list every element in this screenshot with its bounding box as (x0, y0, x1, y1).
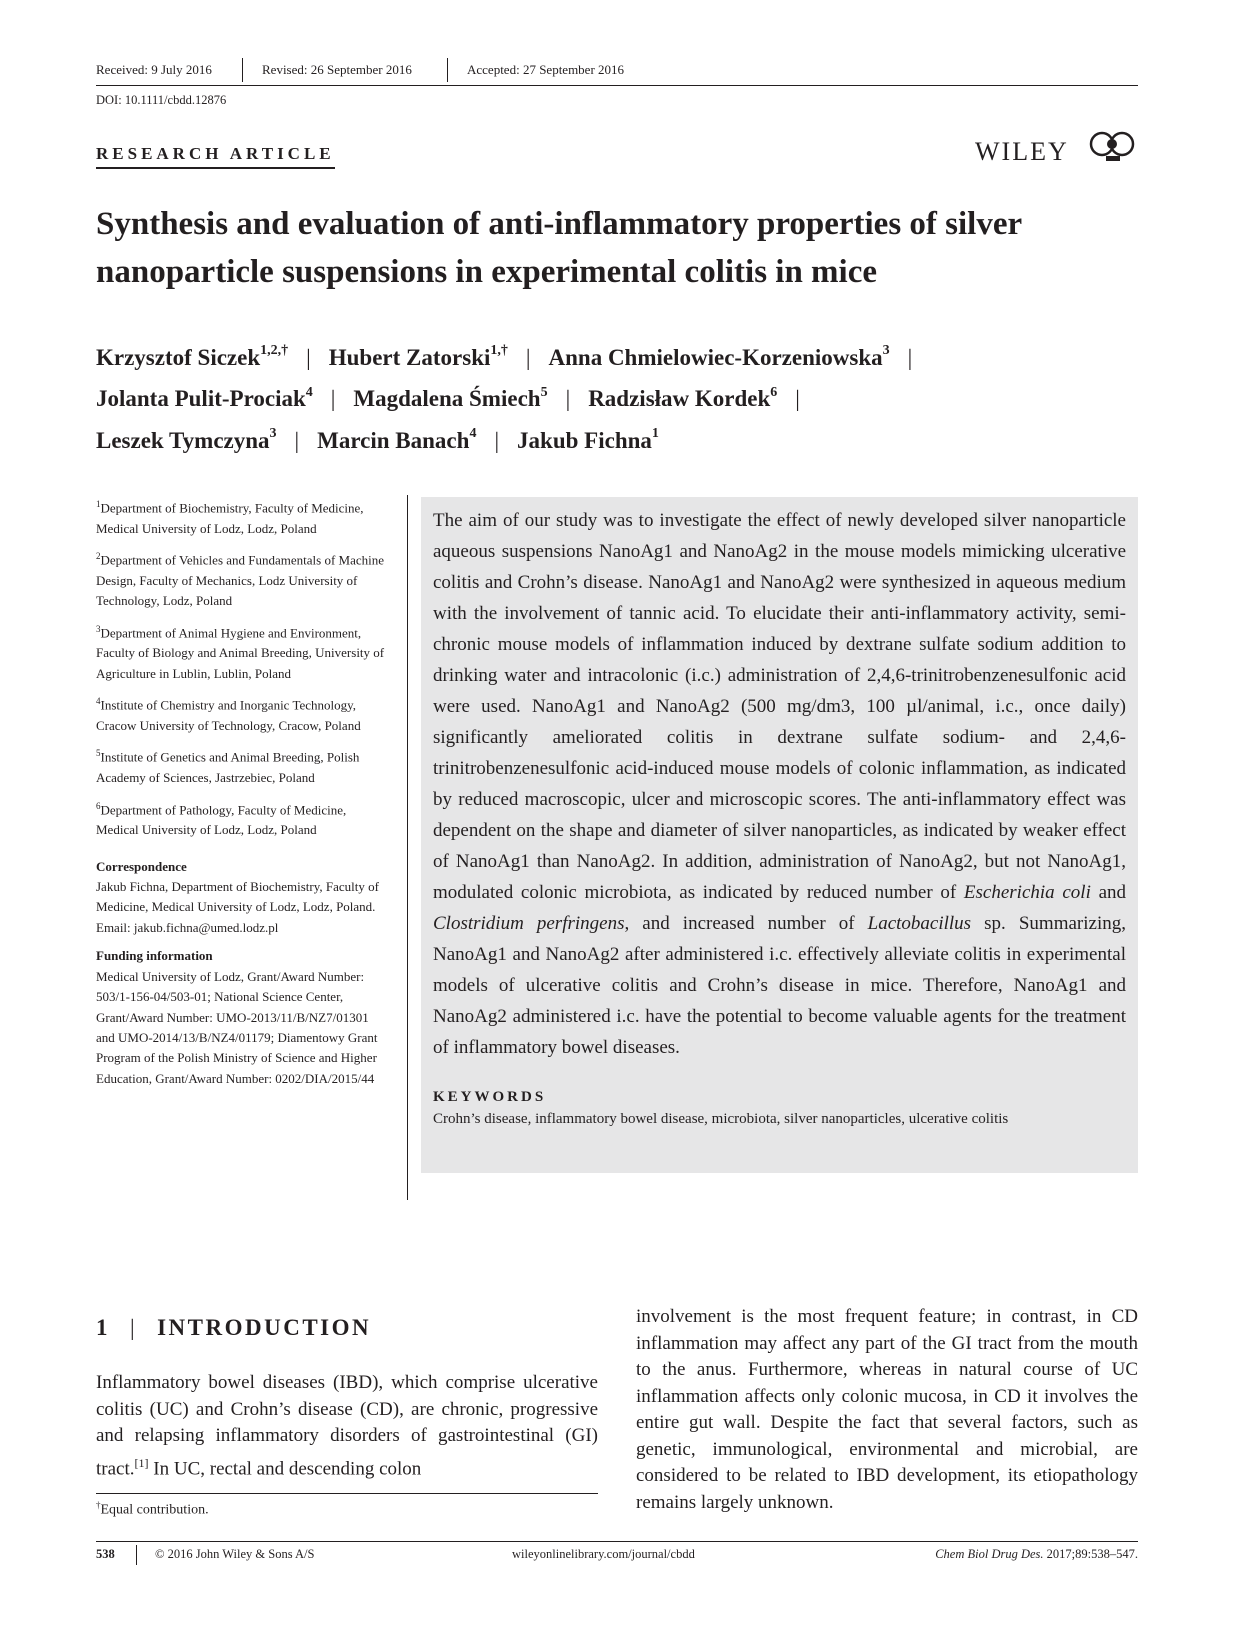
affiliation: $^2$Department of Vehicles and Fundamentals of Machine Design, Faculty of Mechanics, Lodz University of Technology, Lodz, Poland (96, 551, 385, 609)
author[interactable]: Krzysztof Siczek$^{1,2,\dagger}$ (96, 343, 289, 370)
article-title: Synthesis and evaluation of anti-inflammatory properties of silver nanoparticle suspensions in experimental colitis in mice (96, 206, 1022, 290)
author-line: Leszek Tymczyna$^3$ | Marcin Banach$^4$ | Jakub Fichna$^1$ (96, 426, 659, 453)
author[interactable]: Magdalena Śmiech$^5$ (353, 384, 548, 412)
journal-logo-icon (1088, 128, 1136, 164)
section-number: 1 (96, 1315, 110, 1340)
footer-separator (136, 1545, 137, 1565)
revised-date: Revised: 26 September 2016 (262, 62, 412, 77)
affiliation: $^4$Institute of Chemistry and Inorganic Technology, Cracow University of Technology, Cracow, Poland (96, 696, 361, 733)
funding-text: Medical University of Lodz, Grant/Award Number: 503/1-156-04/503-01; National Science Center, Grant/Award Number: UMO-2013/11/B/NZ7/01301 and UMO-2014/13/B/NZ4/01179; Diamentowy Grant Program of the Polish Ministry of Science and Higher Education, Grant/Award Number: 0202/DIA/2015/44 (96, 968, 378, 1086)
affiliation: $^6$Department of Pathology, Faculty of Medicine, Medical University of Lodz, Lodz, Poland (96, 800, 347, 838)
sidebar-divider (407, 495, 408, 1200)
section-heading: 1 | INTRODUCTION (96, 1315, 372, 1340)
author[interactable]: Leszek Tymczyna$^3$ (96, 426, 277, 453)
journal-url[interactable]: wileyonlinelibrary.com/journal/cbdd (512, 1547, 695, 1561)
funding-heading: Funding information (96, 948, 213, 964)
correspondence-heading: Correspondence (96, 858, 187, 874)
journal-citation: Chem Biol Drug Des. 2017;89:538–547. (935, 1547, 1138, 1561)
species-name: Lactobacillus (867, 913, 972, 934)
affiliation: $^1$Department of Biochemistry, Faculty of Medicine, Medical University of Lodz, Lodz, Poland (96, 499, 364, 536)
correspondence-text: Jakub Fichna, Department of Biochemistry, Faculty of Medicine, Medical University of Lodz, Lodz, Poland. (96, 879, 379, 915)
keywords-heading: KEYWORDS (433, 1089, 547, 1105)
article-dates (96, 58, 1138, 84)
species-name: Clostridium perfringens (433, 913, 625, 934)
date-separator (447, 58, 448, 82)
received-date: Received: 9 July 2016 (96, 62, 212, 77)
author-list (96, 334, 1146, 459)
author[interactable]: Anna Chmielowiec-Korzeniowska$^3$ (548, 343, 890, 370)
species-name: Escherichia coli (963, 882, 1091, 903)
footer-rule (96, 1541, 1138, 1542)
publisher-logo: WILEY (975, 137, 1069, 166)
author[interactable]: Jakub Fichna$^1$ (517, 426, 659, 453)
abstract-box (421, 497, 1138, 1173)
citation-ref[interactable]: [1] (134, 1455, 149, 1470)
footnote-rule (96, 1493, 598, 1494)
author-line: Jolanta Pulit-Prociak$^4$ | Magdalena Śmiech$^5$ | Radzisław Kordek$^6$ | (96, 384, 800, 412)
footnote: †Equal contribution. (96, 1500, 209, 1518)
doi[interactable]: DOI: 10.1111/cbdd.12876 (96, 93, 227, 107)
correspondence-email[interactable]: Email: jakub.fichna@umed.lodz.pl (96, 919, 279, 935)
body-column-right: involvement is the most frequent feature; in contrast, in CD inflammation may affect any part of the GI tract from the mouth to the anus. Furthermore, whereas in natural course of UC inflammation affects only colonic mucosa, in CD it involves the entire gut wall. Despite the fact that several factors, such as genetic, immunological, environmental and microbial, are considered to be related to IBD development, its etiopathology remains largely unknown. (636, 1306, 1138, 1513)
section-title: INTRODUCTION (157, 1315, 372, 1340)
date-separator (242, 58, 243, 82)
header-rule (96, 85, 1138, 86)
abstract-text: The aim of our study was to investigate the effect of newly developed silver nanoparticle aqueous suspensions NanoAg1 and NanoAg2 in the mouse models mimicking ulcerative colitis and Crohn’s disease. NanoAg1 and NanoAg2 were synthesized in aqueous medium with the involvement of tannic acid. To elucidate their anti-inflammatory activity, semi-chronic mouse models of inflammation induced by dextrane sulfate sodium addition to drinking water and intracolonic (i.c.) administration of 2,4,6-trinitrobenzenesulfonic acid were used. NanoAg1 and NanoAg2 (500 mg/dm3, 100 µl/animal, i.c., once daily) significantly ameliorated colitis in dextrane sulfate sodium- and 2,4,6-trinitrobenzenesulfonic acid-induced mouse models of colonic inflammation, as indicated by reduced macroscopic, ulcer and microscopic scores. The anti-inflammatory effect was dependent on the shape and diameter of silver nanoparticles, as indicated by weaker effect of NanoAg1 than NanoAg2. In addition, administration of NanoAg2, but not NanoAg1, modulated colonic microbiota, as indicated by reduced number of Escherichia coli and Clostridium perfringens, and increased number of Lactobacillus sp. Summarizing, NanoAg1 and NanoAg2 after administered i.c. effectively alleviate colitis in experimental models of ulcerative colitis and Crohn’s disease in mice. Therefore, NanoAg1 and NanoAg2 administered i.c. have the potential to become valuable agents for the treatment of inflammatory bowel diseases. (433, 510, 1127, 1058)
author[interactable]: Radzisław Kordek$^6$ (588, 384, 778, 412)
affiliations-sidebar (96, 494, 386, 1089)
author[interactable]: Marcin Banach$^4$ (317, 426, 477, 453)
article-type: RESEARCH ARTICLE (96, 144, 335, 169)
body-column-left: Inflammatory bowel diseases (IBD), which comprise ulcerative colitis (UC) and Crohn’s disease (CD), are chronic, progressive and relapsing inflammatory disorders of gastrointestinal (GI) tract.[1] In UC, rectal and descending colon (96, 1372, 598, 1479)
author[interactable]: Hubert Zatorski$^{1,\dagger}$ (328, 343, 508, 370)
author[interactable]: Jolanta Pulit-Prociak$^4$ (96, 384, 313, 412)
accepted-date: Accepted: 27 September 2016 (467, 62, 625, 77)
author-line: Krzysztof Siczek$^{1,2,\dagger}$ | Hubert Zatorski$^{1,\dagger}$ | Anna Chmielowiec-Korzeniowska$^3$ | (96, 343, 913, 370)
page-number: 538 (96, 1547, 115, 1561)
affiliation: $^3$Department of Animal Hygiene and Environment, Faculty of Biology and Animal Breeding, University of Agriculture in Lublin, Lublin, Poland (96, 623, 385, 681)
keywords-list: Crohn’s disease, inflammatory bowel disease, microbiota, silver nanoparticles, ulcerative colitis (433, 1111, 1009, 1127)
affiliation: $^5$Institute of Genetics and Animal Breeding, Polish Academy of Sciences, Jastrzebiec, Poland (96, 748, 360, 786)
copyright: © 2016 John Wiley & Sons A/S (155, 1547, 315, 1561)
